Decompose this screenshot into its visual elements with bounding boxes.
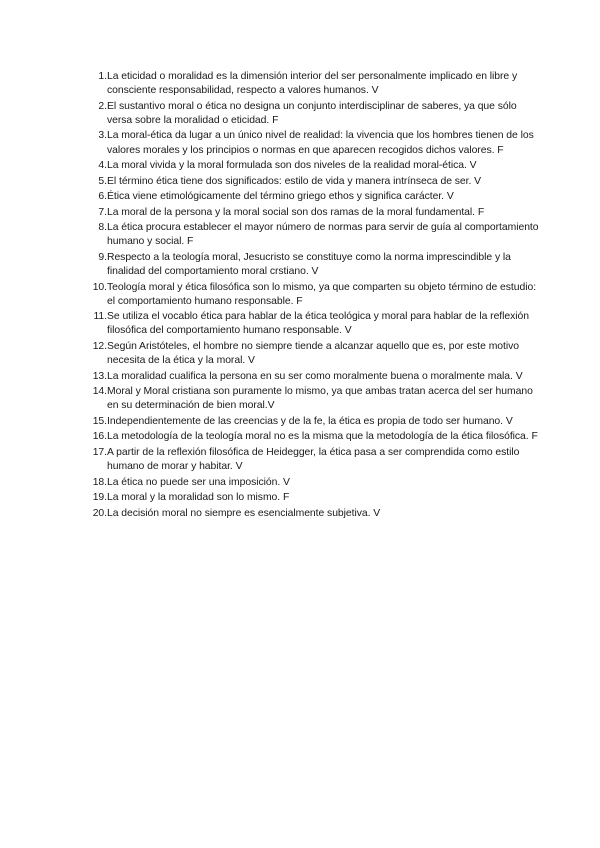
list-item [88, 476, 543, 490]
item-number: 2. [98, 100, 107, 112]
list-item [88, 175, 543, 189]
item-text: Ética viene etimológicamente del término griego ethos y significa carácter. V [107, 191, 454, 203]
item-number: 3. [98, 130, 107, 142]
item-number: 6. [98, 191, 107, 203]
item-text: La metodología de la teología moral no es la misma que la metodología de la ética filosófica. F [107, 431, 538, 443]
item-number: 16. [92, 431, 107, 443]
list-item [88, 221, 543, 249]
item-number: 10. [92, 281, 107, 293]
item-number: 19. [92, 492, 107, 504]
list-item [88, 491, 543, 505]
item-number: 7. [98, 206, 107, 218]
list-item [88, 310, 543, 338]
item-number: 15. [92, 415, 107, 427]
list-item [88, 340, 543, 368]
item-number: 14. [92, 386, 107, 398]
list-item [88, 507, 543, 521]
item-number: 11. [93, 311, 107, 323]
item-text: La eticidad o moralidad es la dimensión interior del ser personalmente implicado en libre y consciente responsabilidad, respecto a valores humanos. V [107, 71, 518, 97]
item-number: 1. [98, 71, 107, 82]
list-item [88, 129, 543, 157]
list-item [88, 385, 543, 413]
item-text: El sustantivo moral o ética no designa un conjunto interdisciplinar de saberes, ya que sólo versa sobre la moralidad o eticidad. F [107, 100, 517, 126]
item-number: 18. [92, 476, 107, 488]
item-number: 8. [98, 222, 107, 234]
list-item [88, 430, 543, 444]
item-text: La ética no puede ser una imposición. V [107, 476, 290, 488]
item-text: La moral de la persona y la moral social son dos ramas de la moral fundamental. F [107, 206, 485, 218]
list-item [88, 251, 543, 279]
list-item [88, 281, 543, 309]
item-number: 13. [92, 370, 107, 382]
item-text: Teología moral y ética filosófica son lo mismo, ya que comparten su objeto término de estudio: el comportamiento humano responsable. F [107, 281, 537, 307]
item-text: La decisión moral no siempre es esencialmente subjetiva. V [107, 507, 381, 519]
item-number: 17. [92, 446, 107, 458]
statement-list [88, 70, 543, 522]
item-text: La moral y la moralidad son lo mismo. F [107, 492, 290, 504]
list-item [88, 446, 543, 474]
item-number: 12. [92, 340, 107, 352]
item-text: La moralidad cualifica la persona en su ser como moralmente buena o moralmente mala. V [107, 370, 523, 382]
item-text: Según Aristóteles, el hombre no siempre tiende a alcanzar aquello que es, por este motivo necesita de la ética y la moral. V [107, 340, 519, 367]
list-item [88, 100, 543, 128]
list-item [88, 159, 543, 173]
item-number: 9. [98, 251, 107, 263]
item-number: 4. [98, 160, 107, 172]
list-item [88, 190, 543, 204]
item-text: El término ética tiene dos significados: estilo de vida y manera intrínseca de ser. V [107, 175, 482, 187]
item-text: Independientemente de las creencias y de la fe, la ética es propia de todo ser humano. V [107, 415, 513, 427]
list-item [88, 206, 543, 220]
item-number: 20. [92, 507, 107, 519]
item-text: Se utiliza el vocablo ética para hablar de la ética teológica y moral para hablar de la reflexión filosófica del comportamiento humano responsable. V [107, 311, 529, 337]
item-text: Respecto a la teología moral, Jesucristo se constituye como la norma imprescindible y la finalidad del comportamiento moral crstiano. V [107, 251, 511, 278]
item-number: 5. [98, 175, 107, 187]
item-text: La moral vivida y la moral formulada son dos niveles de la realidad moral-ética. V [107, 160, 477, 172]
list-item [88, 415, 543, 429]
item-text: La ética procura establecer el mayor número de normas para servir de guía al comportamiento humano y social. F [107, 222, 539, 248]
list-item [88, 70, 543, 98]
item-text: Moral y Moral cristiana son puramente lo mismo, ya que ambas tratan acerca del ser humano en su determinación de bien moral.V [107, 386, 533, 412]
list-item [88, 370, 543, 384]
item-text: A partir de la reflexión filosófica de Heidegger, la ética pasa a ser comprendida como estilo humano de morar y habitar. V [107, 446, 520, 473]
item-text: La moral-ética da lugar a un único nivel de realidad: la vivencia que los hombres tienen de los valores morales y los principios o normas en que aparecen recogidos dichos valores. F [107, 130, 534, 156]
